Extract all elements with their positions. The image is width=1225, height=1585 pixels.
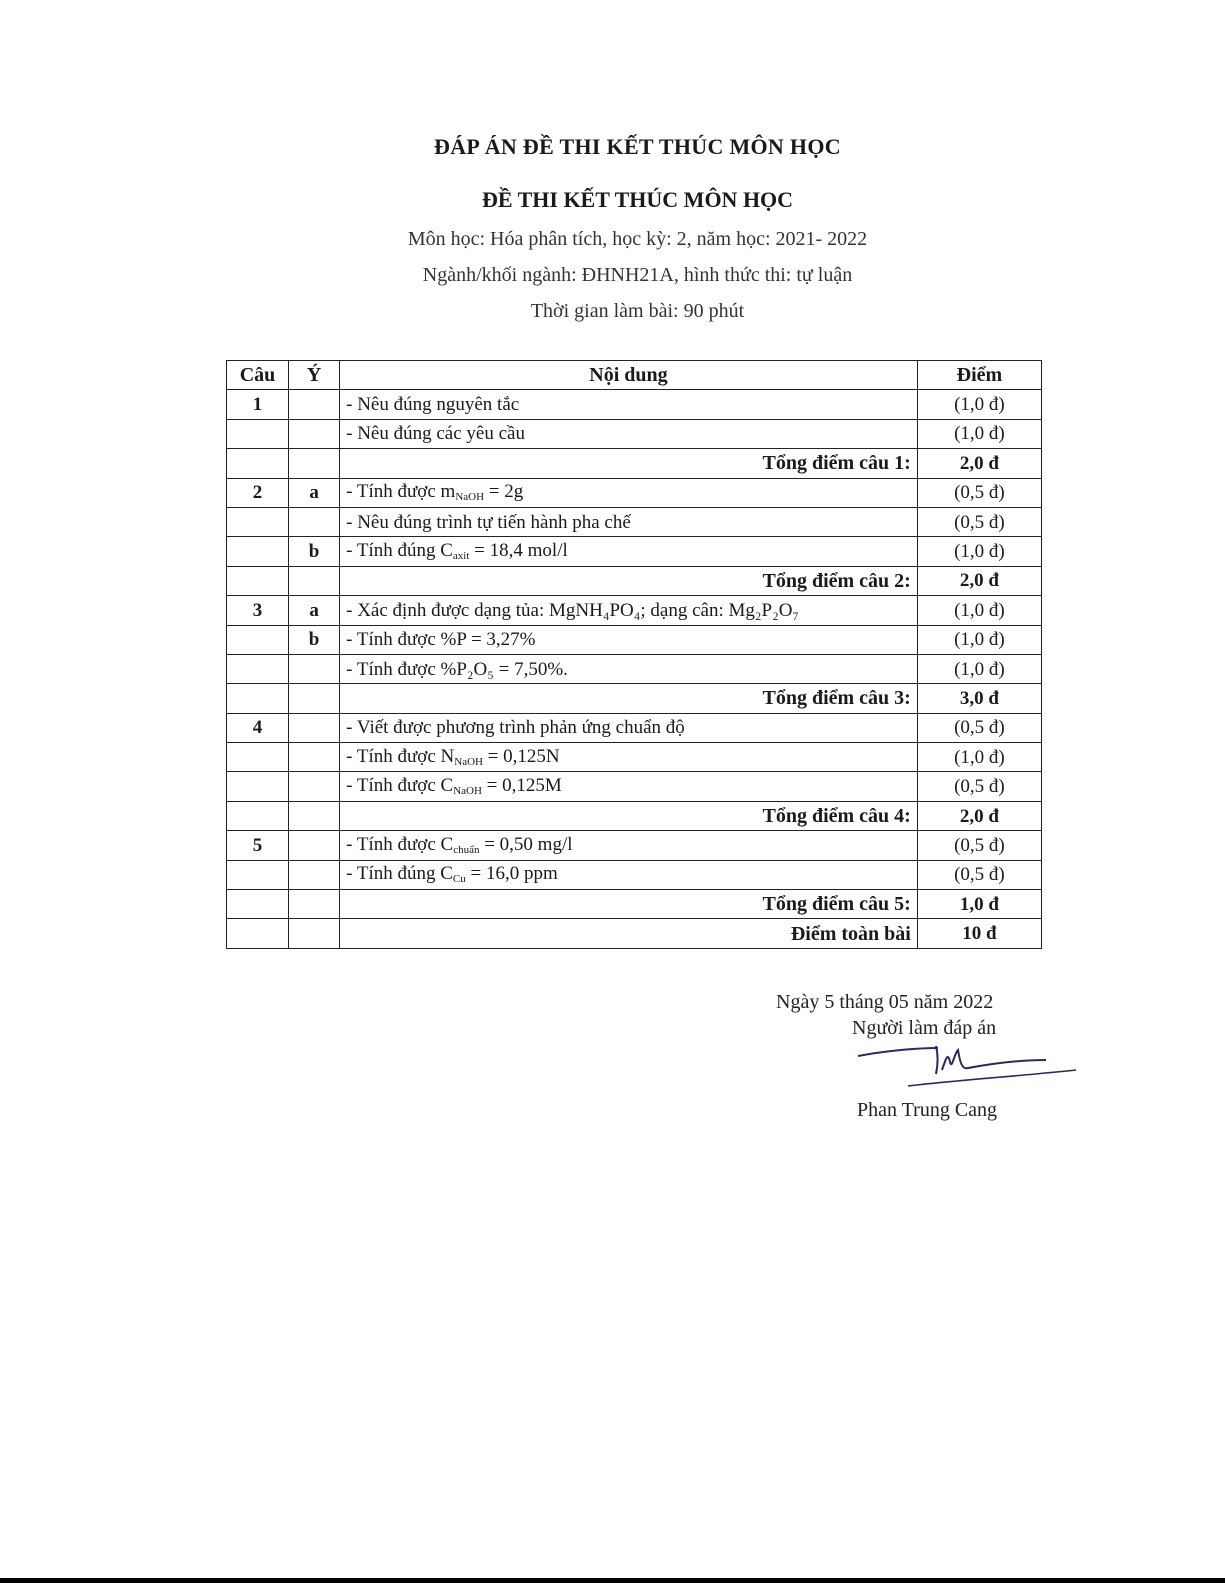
cell-total-label: Tổng điểm câu 2: <box>340 566 918 595</box>
cell-points: (1,0 đ) <box>917 390 1041 419</box>
cell-total-points: 2,0 đ <box>917 566 1041 595</box>
table-header-row <box>227 361 1042 390</box>
cell-points: (0,5 đ) <box>917 860 1041 889</box>
cell-cau <box>227 684 289 713</box>
cell-cau <box>227 890 289 919</box>
signature-role: Người làm đáp án <box>852 1017 997 1039</box>
content-text: = 0,125M <box>481 775 562 797</box>
cell-total-label: Tổng điểm câu 5: <box>340 890 918 919</box>
header-cau: Câu <box>227 361 289 390</box>
cell-cau: 2 <box>227 478 289 507</box>
cell-total-label: Tổng điểm câu 3: <box>340 684 918 713</box>
signature-date: Ngày 5 tháng 05 năm 2022 <box>776 991 994 1013</box>
cell-y <box>289 713 340 742</box>
table-row <box>227 713 1042 742</box>
content-subscript: NaOH <box>454 755 483 768</box>
cell-y <box>289 654 340 683</box>
cell-y: b <box>289 537 340 566</box>
cell-points: (0,5 đ) <box>917 507 1041 536</box>
cell-y <box>289 919 340 948</box>
cell-total-points: 10 đ <box>917 919 1041 948</box>
content-text: - Tính được C <box>346 833 454 855</box>
header-y: Ý <box>289 361 340 390</box>
table-total-row <box>227 890 1042 919</box>
table-row <box>227 596 1042 625</box>
answer-table-body <box>227 390 1042 948</box>
cell-cau <box>227 772 289 801</box>
content-text: - Tính được m <box>346 481 456 503</box>
major-line: Ngành/khối ngành: ĐHNH21A, hình thức thi: tự luận <box>422 264 853 286</box>
cell-y <box>289 419 340 448</box>
content-text: = 0,125N <box>482 745 560 767</box>
cell-y: a <box>289 596 340 625</box>
cell-content <box>340 860 918 889</box>
table-row <box>227 625 1042 654</box>
cell-y <box>289 507 340 536</box>
cell-cau <box>227 801 289 830</box>
cell-total-label: Tổng điểm câu 1: <box>340 449 918 478</box>
cell-content: - Nêu đúng trình tự tiến hành pha chế <box>340 507 918 536</box>
content-text: - Tính đúng C <box>346 540 453 562</box>
cell-cau <box>227 625 289 654</box>
table-row <box>227 831 1042 860</box>
header-diem: Điểm <box>917 361 1041 390</box>
cell-content: - Viết được phương trình phản ứng chuẩn độ <box>340 713 918 742</box>
table-total-row <box>227 801 1042 830</box>
cell-total-label: Tổng điểm câu 4: <box>340 801 918 830</box>
content-text: - Tính được N <box>346 745 455 767</box>
content-subscript: NaOH <box>455 491 485 504</box>
table-row <box>227 654 1042 683</box>
content-subscript: axit <box>452 550 470 563</box>
cell-content <box>340 743 918 772</box>
cell-cau: 5 <box>227 831 289 860</box>
cell-cau <box>227 566 289 595</box>
cell-y <box>289 831 340 860</box>
cell-cau <box>227 449 289 478</box>
cell-total-points: 2,0 đ <box>917 801 1041 830</box>
cell-y: a <box>289 478 340 507</box>
content-text: = 16,0 ppm <box>465 863 558 885</box>
table-row <box>227 419 1042 448</box>
content-subscript: NaOH <box>453 785 482 798</box>
cell-content <box>340 831 918 860</box>
cell-y <box>289 390 340 419</box>
cell-cau <box>227 654 289 683</box>
cell-y: b <box>289 625 340 654</box>
table-row <box>227 390 1042 419</box>
scan-edge-rule <box>0 1578 1225 1583</box>
cell-points: (1,0 đ) <box>917 743 1041 772</box>
cell-cau <box>227 537 289 566</box>
cell-cau: 3 <box>227 596 289 625</box>
table-total-row <box>227 684 1042 713</box>
table-total-row <box>227 919 1042 948</box>
cell-total-points: 1,0 đ <box>917 890 1041 919</box>
table-row <box>227 860 1042 889</box>
table-row <box>227 537 1042 566</box>
content-text: = 2g <box>484 481 524 503</box>
cell-cau <box>227 743 289 772</box>
cell-cau: 1 <box>227 390 289 419</box>
cell-cau <box>227 507 289 536</box>
cell-y <box>289 801 340 830</box>
table-row <box>227 772 1042 801</box>
cell-cau <box>227 419 289 448</box>
signer-name: Phan Trung Cang <box>857 1099 998 1121</box>
course-line: Môn học: Hóa phân tích, học kỳ: 2, năm học: 2021- 2022 <box>407 228 868 250</box>
table-row <box>227 507 1042 536</box>
cell-y <box>289 860 340 889</box>
cell-y <box>289 743 340 772</box>
cell-points: (1,0 đ) <box>917 654 1041 683</box>
cell-content: - Xác định được dạng tủa: MgNH₄PO₄; dạng cân: Mg₂P₂O₇ <box>340 596 918 625</box>
cell-content: - Nêu đúng các yêu cầu <box>340 419 918 448</box>
answer-table <box>226 360 1042 949</box>
content-text: - Tính được C <box>346 775 454 797</box>
cell-points: (1,0 đ) <box>917 419 1041 448</box>
cell-y <box>289 890 340 919</box>
exam-subtitle: ĐỀ THI KẾT THÚC MÔN HỌC <box>481 187 794 212</box>
document-title: ĐÁP ÁN ĐỀ THI KẾT THÚC MÔN HỌC <box>434 134 841 159</box>
cell-content: - Tính được %P₂O₅ = 7,50%. <box>340 654 918 683</box>
cell-points: (0,5 đ) <box>917 831 1041 860</box>
cell-total-points: 2,0 đ <box>917 449 1041 478</box>
cell-y <box>289 684 340 713</box>
cell-content <box>340 537 918 566</box>
handwritten-signature <box>850 1040 1080 1096</box>
cell-y <box>289 566 340 595</box>
cell-points: (1,0 đ) <box>917 625 1041 654</box>
table-row <box>227 478 1042 507</box>
cell-points: (0,5 đ) <box>917 713 1041 742</box>
cell-points: (1,0 đ) <box>917 596 1041 625</box>
table-total-row <box>227 566 1042 595</box>
content-text: - Tính đúng C <box>346 863 453 885</box>
cell-total-points: 3,0 đ <box>917 684 1041 713</box>
content-subscript: Cu <box>452 873 466 886</box>
cell-y <box>289 449 340 478</box>
cell-content: - Tính được %P = 3,27% <box>340 625 918 654</box>
cell-cau <box>227 860 289 889</box>
cell-cau: 4 <box>227 713 289 742</box>
content-text: = 18,4 mol/l <box>469 540 568 562</box>
content-text: = 0,50 mg/l <box>479 833 573 855</box>
table-total-row <box>227 449 1042 478</box>
cell-points: (1,0 đ) <box>917 537 1041 566</box>
table-row <box>227 743 1042 772</box>
cell-content <box>340 772 918 801</box>
cell-points: (0,5 đ) <box>917 478 1041 507</box>
cell-total-label: Điểm toàn bài <box>340 919 918 948</box>
header-noi-dung: Nội dung <box>340 361 918 390</box>
cell-points: (0,5 đ) <box>917 772 1041 801</box>
cell-y <box>289 772 340 801</box>
cell-content <box>340 478 918 507</box>
cell-cau <box>227 919 289 948</box>
time-line: Thời gian làm bài: 90 phút <box>530 300 745 322</box>
content-subscript: chuẩn <box>453 843 480 856</box>
cell-content: - Nêu đúng nguyên tắc <box>340 390 918 419</box>
